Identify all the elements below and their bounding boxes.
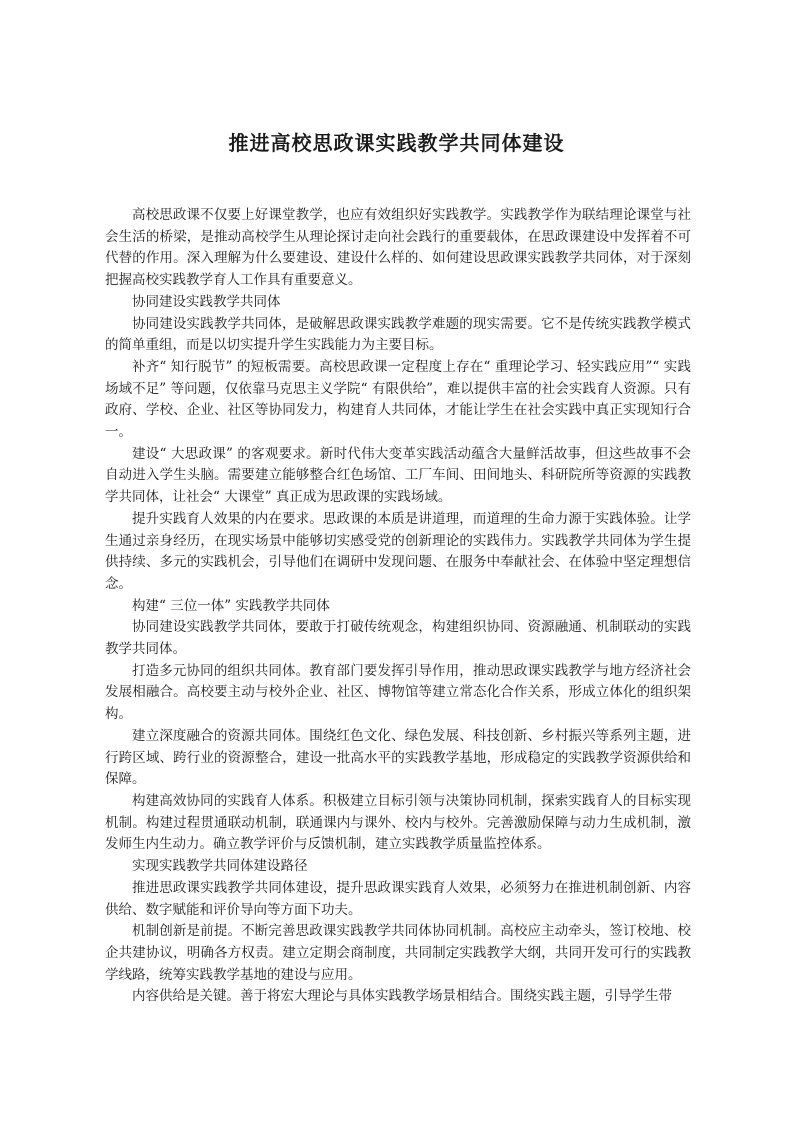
body-paragraph: 协同建设实践教学共同体，要敢于打破传统观念，构建组织协同、资源融通、机制联动的实践教学共同体。 — [105, 619, 691, 658]
body-paragraph: 内容供给是关键。善于将宏大理论与具体实践教学场景相结合。围绕实践主题，引导学生带 — [132, 988, 672, 1005]
section-heading: 实现实践教学共同体建设路径 — [132, 858, 308, 875]
body-paragraph: 机制创新是前提。不断完善思政课实践教学共同体协同机制。高校应主动牵头，签订校地、校企共建协议，明确各方权责。建立定期会商制度，共同制定实践教学大纲，共同开发可行的实践教学线路，统筹实践教学基地的建设与应用。 — [105, 923, 691, 983]
body-paragraph: 推进思政课实践教学共同体建设，提升思政课实践育人效果，必须努力在推进机制创新、内容供给、数字赋能和评价导向等方面下功夫。 — [105, 879, 691, 918]
section-heading: 协同建设实践教学共同体 — [132, 293, 281, 310]
body-paragraph: 建设“ 大思政课” 的客观要求。新时代伟大变革实践活动蕴含大量鲜活故事，但这些故事不会自动进入学生头脑。需要建立能够整合红色场馆、工厂车间、田间地头、科研院所等资源的实践教学共同体，让社会“ 大课堂” 真正成为思政课的实践场域。 — [105, 445, 691, 506]
document-body — [105, 205, 691, 1008]
body-paragraph: 协同建设实践教学共同体，是破解思政课实践教学难题的现实需要。它不是传统实践教学模式的简单重组，而是以切实提升学生实践能力为主要目标。 — [105, 315, 691, 354]
body-paragraph: 提升实践育人效果的内在要求。思政课的本质是讲道理，而道理的生命力源于实践体验。让学生通过亲身经历，在现实场景中能够切实感受党的创新理论的实践伟力。实践教学共同体为学生提供持续、多元的实践机会，引导他们在调研中发现问题、在服务中奉献社会、在体验中坚定理想信念。 — [105, 510, 691, 592]
section-heading: 构建“ 三位一体” 实践教学共同体 — [132, 597, 330, 614]
body-paragraph: 构建高效协同的实践育人体系。积极建立目标引领与决策协同机制，探索实践育人的目标实现机制。构建过程贯通联动机制，联通课内与课外、校内与校外。完善激励保障与动力生成机制，激发师生内生动力。确立教学评价与反馈机制，建立实践教学质量监控体系。 — [105, 792, 691, 853]
intro-paragraph: 高校思政课不仅要上好课堂教学，也应有效组织好实践教学。实践教学作为联结理论课堂与社会生活的桥梁，是推动高校学生从理论探讨走向社会践行的重要载体，在思政课建设中发挥着不可代替的作用。深入理解为什么要建设、建设什么样的、如何建设思政课实践教学共同体，对于深刻把握高校实践教学育人工作具有重要意义。 — [105, 207, 691, 289]
body-paragraph: 打造多元协同的组织共同体。教育部门要发挥引导作用，推动思政课实践教学与地方经济社会发展相融合。高校要主动与校外企业、社区、博物馆等建立常态化合作关系，形成立体化的组织架构。 — [105, 662, 691, 723]
body-paragraph: 补齐“ 知行脱节” 的短板需要。高校思政课一定程度上存在“ 重理论学习、轻实践应用”“ 实践场域不足” 等问题，仅依靠马克思主义学院“ 有限供给”，难以提供丰富的社会实践育人资源。只有政府、学校、企业、社区等协同发力，构建育人共同体，才能让学生在社会实践中真正实现知行合一。 — [105, 358, 691, 441]
body-paragraph: 建立深度融合的资源共同体。围绕红色文化、绿色发展、科技创新、乡村振兴等系列主题，进行跨区域、跨行业的资源整合，建设一批高水平的实践教学基地，形成稳定的实践教学资源供给和保障。 — [105, 727, 691, 788]
document-title: 推进高校思政课实践教学共同体建设 — [228, 131, 565, 156]
